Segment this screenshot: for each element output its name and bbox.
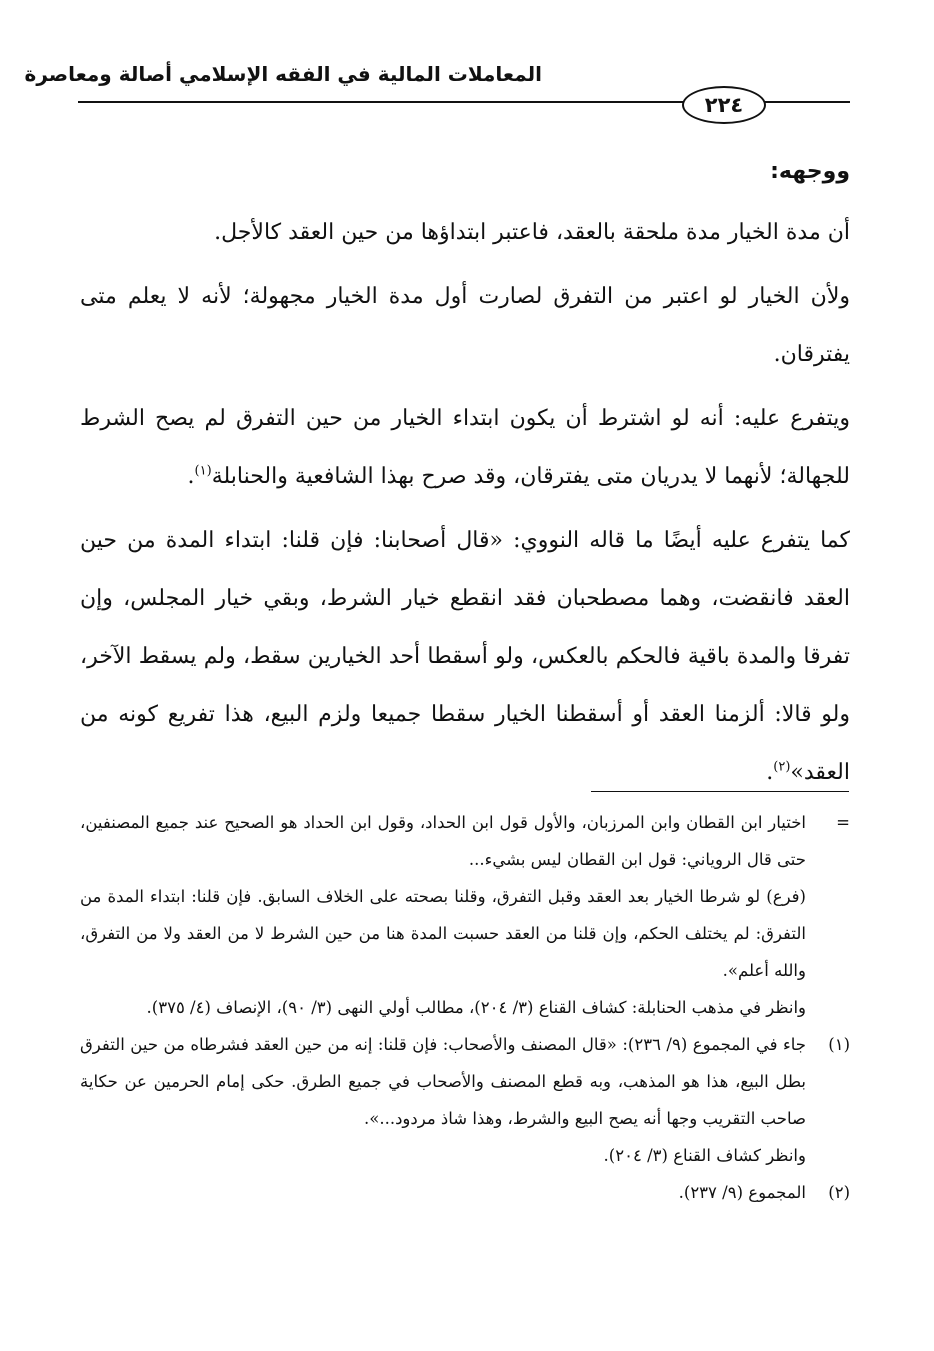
main-text	[80, 152, 850, 802]
footnote-line: اختيار ابن القطان وابن المرزبان، والأول قول ابن الحداد، وقول ابن الحداد هو الصحيح عند جميع المصنفين، حتى قال الروياني: قول ابن القطان ليس بشيء...	[80, 813, 806, 869]
footnote-line: المجموع (٩/ ٢٣٧).	[678, 1183, 806, 1202]
footnote-2-label: (٢)	[828, 1183, 850, 1202]
footnote-line: وانظر في مذهب الحنابلة: كشاف القناع (٣/ ٢٠٤)، مطالب أولي النهى (٣/ ٩٠)، الإنصاف (٤/ ٣٧٥).	[146, 998, 806, 1017]
footnotes	[80, 804, 850, 1211]
paragraph-4-text: كما يتفرع عليه أيضًا ما قاله النووي: «قال أصحابنا: فإن قلنا: ابتداء المدة من حين العقد فانقضت، وهما مصطحبان فقد انقطع خيار الشرط، وبقي خيار المجلس، وإن تفرقا والمدة باقية فالحكم بالعكس، ولو أسقطا أحد الخيارين سقط، ولم يسقط الآخر، ولو قالا: ألزمنا العقد أو أسقطنا الخيار سقطا جميعا ولزم البيع، هذا تفريع كونه من العقد»	[80, 528, 850, 785]
paragraph-3	[80, 390, 850, 506]
footnote-1	[80, 1026, 850, 1174]
footnote-2	[80, 1174, 850, 1211]
footnote-continued	[80, 804, 850, 1026]
footnote-ref-1: (١)	[194, 463, 212, 479]
paragraph-1: أن مدة الخيار مدة ملحقة بالعقد، فاعتبر ابتداؤها من حين العقد كالأجل.	[214, 220, 850, 245]
paragraph-4-end: .	[766, 760, 774, 785]
paragraph-4	[80, 512, 850, 802]
footnote-line: وانظر كشاف القناع (٣/ ٢٠٤).	[603, 1146, 806, 1165]
paragraph-3-end: .	[187, 464, 195, 489]
page-number: ٢٢٤	[682, 86, 766, 124]
footnote-continued-label: =	[836, 813, 850, 832]
footnote-separator	[591, 791, 849, 792]
paragraph-2: ولأن الخيار لو اعتبر من التفرق لصارت أول مدة الخيار مجهولة؛ لأنه لا يعلم متى يفترقان.	[80, 284, 850, 367]
footnote-line: جاء في المجموع (٩/ ٢٣٦): «قال المصنف والأصحاب: فإن قلنا: إنه من حين العقد فشرطاه من حين التفرق بطل البيع، هذا هو المذهب، وبه قطع المصنف والأصحاب في جميع الطرق. حكى إمام الحرمين عن حكاية صاحب التقريب وجها أنه يصح البيع والشرط، وهذا شاذ مردود...».	[80, 1035, 806, 1128]
footnote-line: (فرع) لو شرطا الخيار بعد العقد وقبل التفرق، وقلنا بصحته على الخلاف السابق. فإن قلنا: ابتداء المدة من التفرق: لم يختلف الحكم، وإن قلنا من العقد حسبت المدة هنا من حين الشرط لا من العقد ولا من التفرق، والله أعلم».	[80, 887, 806, 980]
running-title: المعاملات المالية في الفقه الإسلامي أصالة ومعاصرة	[24, 62, 542, 86]
paragraph-3-text: ويتفرع عليه: أنه لو اشترط أن يكون ابتداء الخيار من حين التفرق لم يصح الشرط للجهالة؛ لأنهما لا يدريان متى يفترقان، وقد صرح بهذا الشافعية والحنابلة	[80, 406, 850, 489]
footnote-ref-2: (٢)	[773, 759, 791, 775]
footnote-1-label: (١)	[828, 1035, 850, 1054]
section-heading: ووجهه:	[770, 159, 850, 184]
